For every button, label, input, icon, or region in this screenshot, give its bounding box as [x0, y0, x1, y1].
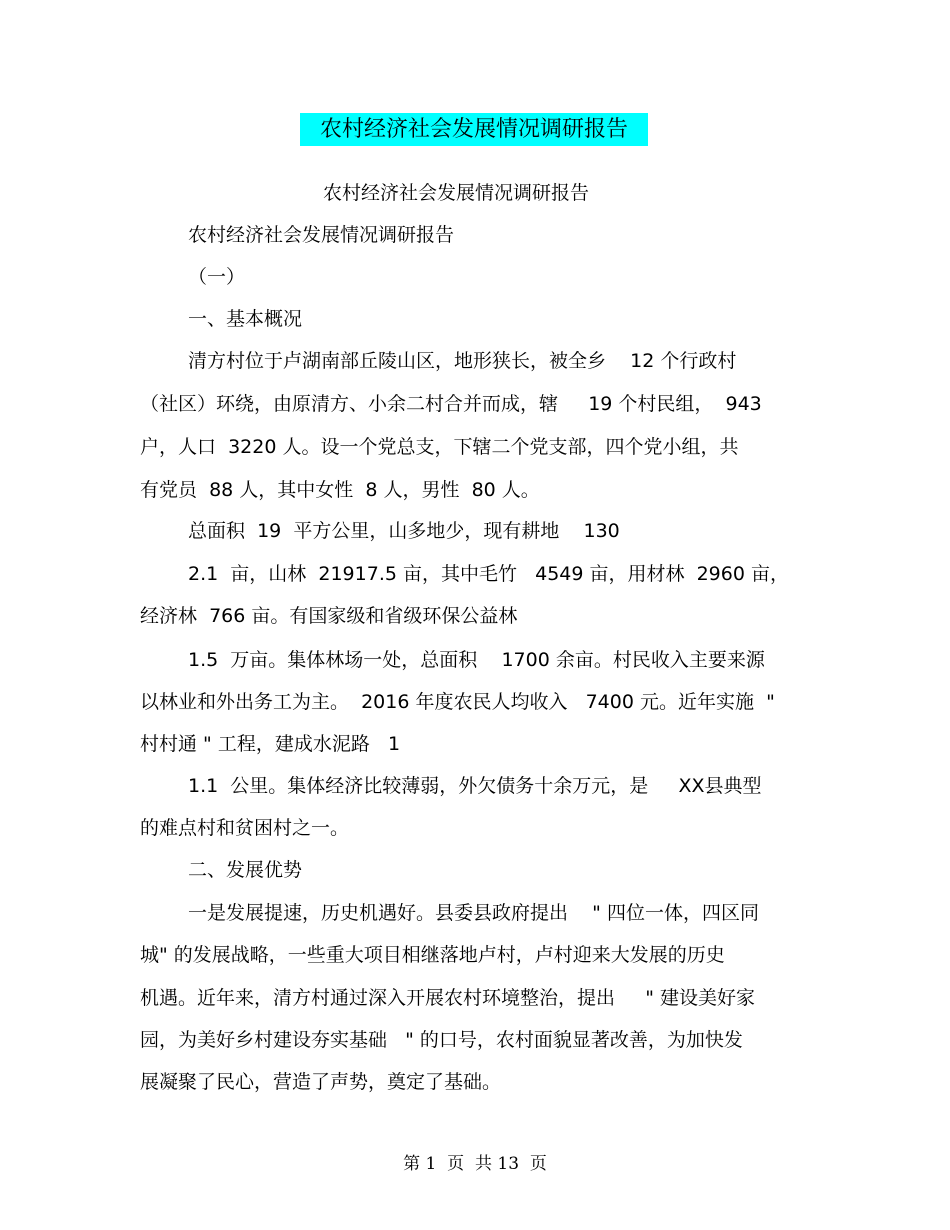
paragraph-line: （社区）环绕，由原清方、小余二村合并而成，辖 19 个村民组， 943	[140, 393, 762, 415]
paragraph-line: 2.1 亩，山林 21917.5 亩，其中毛竹 4549 亩，用材林 2960 亩，	[188, 563, 789, 585]
paragraph-line: 一是发展提速，历史机遇好。县委县政府提出 " 四位一体，四区同	[188, 902, 759, 924]
paragraph-line: 经济林 766 亩。有国家级和省级环保公益林	[140, 605, 518, 627]
document-subtitle: 农村经济社会发展情况调研报告	[323, 182, 590, 204]
paragraph-line: 1.1 公里。集体经济比较薄弱，外欠债务十余万元，是 XX县典型	[188, 775, 762, 797]
paragraph-line: 以林业和外出务工为主。 2016 年度农民人均收入 7400 元。近年实施 "	[140, 691, 775, 713]
paragraph-line: 村村通 " 工程，建成水泥路 1	[140, 733, 401, 755]
paragraph-line: 总面积 19 平方公里，山多地少，现有耕地 130	[188, 520, 620, 542]
paragraph-line: 农村经济社会发展情况调研报告	[188, 224, 455, 246]
section-heading: 一、基本概况	[188, 308, 303, 330]
paragraph-line: （一）	[188, 266, 246, 288]
paragraph-line: 的难点村和贫困村之一。	[140, 817, 350, 839]
page-number-footer: 第 1 页 共 13 页	[403, 1154, 547, 1174]
paragraph-line: 清方村位于卢湖南部丘陵山区，地形狭长，被全乡 12 个行政村	[188, 350, 737, 372]
paragraph-line: 城" 的发展战略，一些重大项目相继落地卢村，卢村迎来大发展的历史	[140, 944, 725, 966]
paragraph-line: 机遇。近年来，清方村通过深入开展农村环境整治，提出 " 建设美好家	[140, 987, 755, 1009]
paragraph-line: 展凝聚了民心，营造了声势，奠定了基础。	[140, 1071, 502, 1093]
paragraph-line: 户，人口 3220 人。设一个党总支，下辖二个党支部，四个党小组，共	[140, 436, 739, 458]
section-heading: 二、发展优势	[188, 859, 303, 881]
paragraph-line: 1.5 万亩。集体林场一处，总面积 1700 余亩。村民收入主要来源	[188, 649, 765, 671]
document-title: 农村经济社会发展情况调研报告	[300, 113, 648, 146]
paragraph-line: 园，为美好乡村建设夯实基础 " 的口号，农村面貌显著改善，为加快发	[140, 1029, 743, 1051]
paragraph-line: 有党员 88 人，其中女性 8 人，男性 80 人。	[140, 479, 540, 501]
